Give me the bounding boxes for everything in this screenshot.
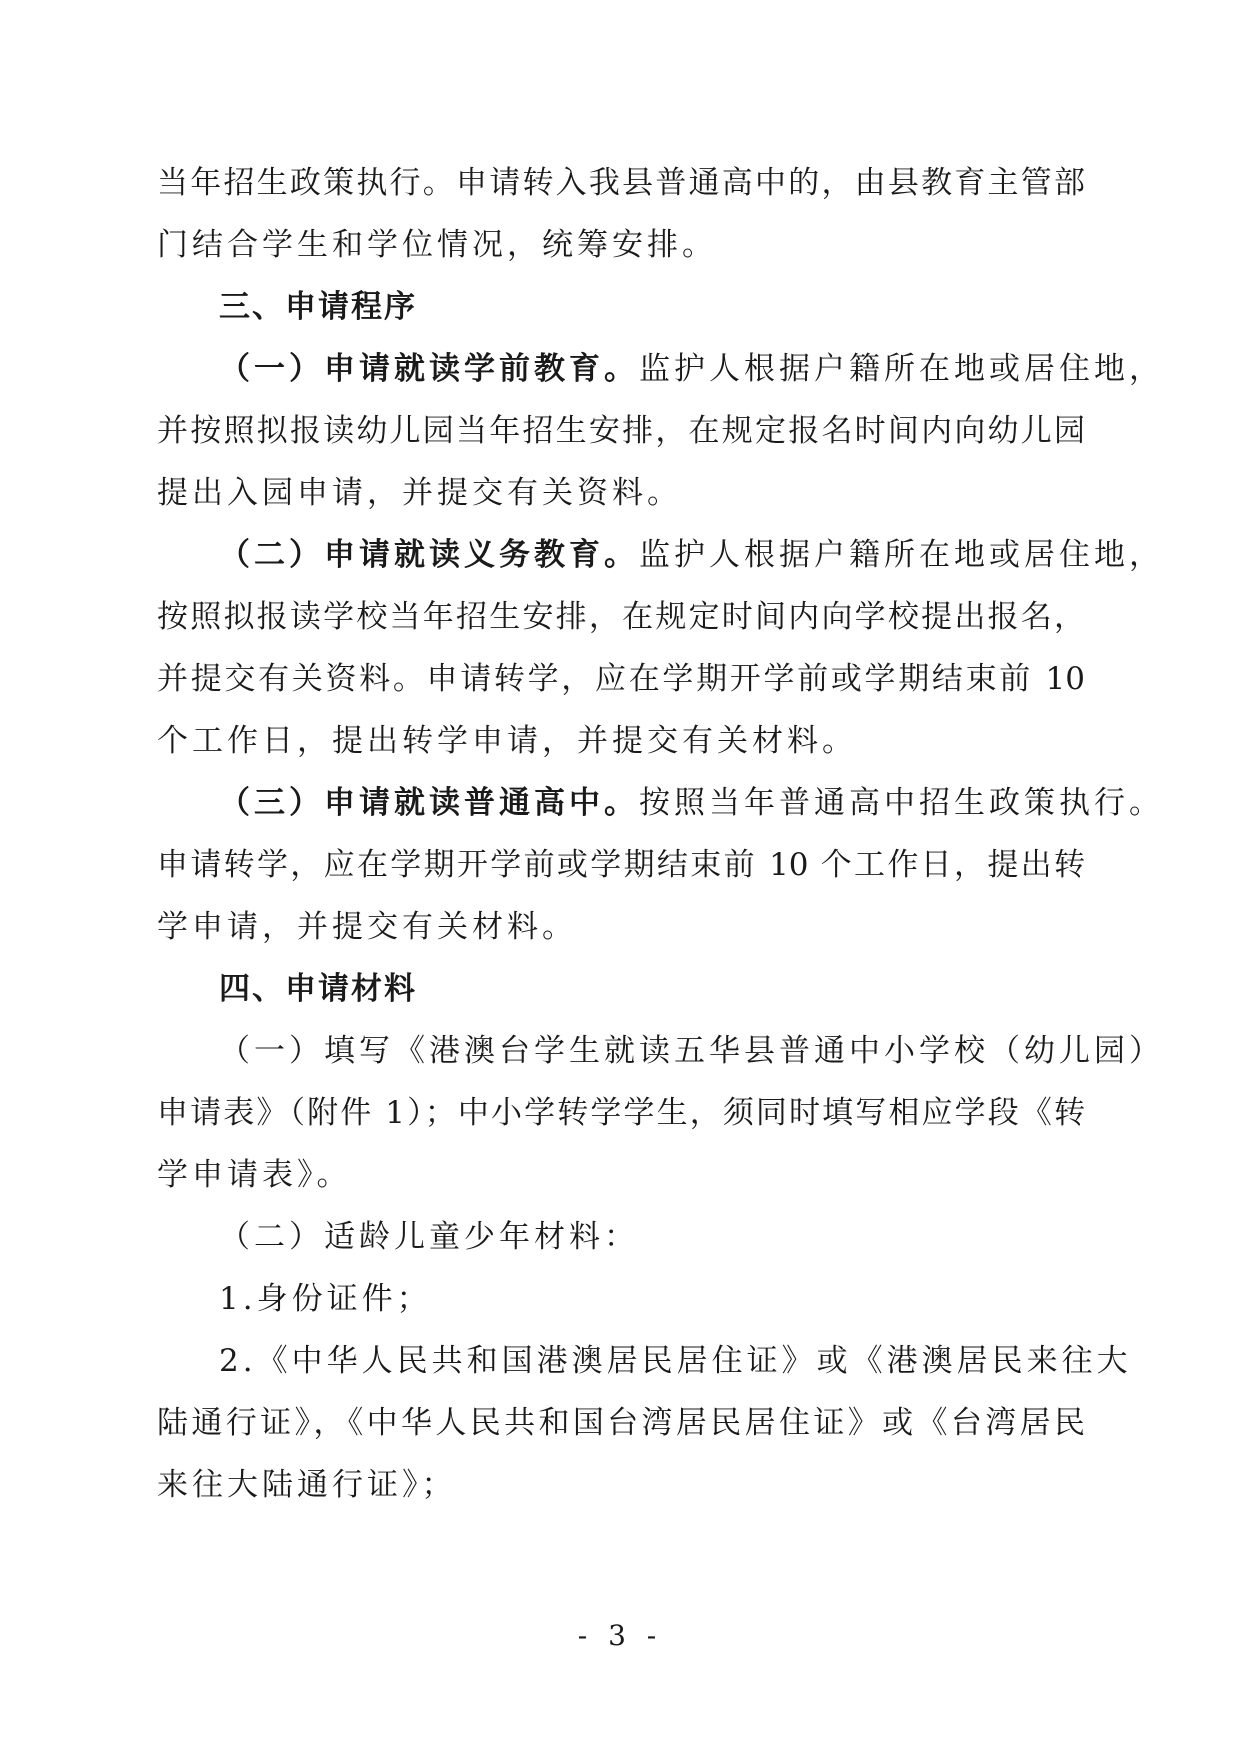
subheading: （一）申请就读学前教育。 bbox=[219, 351, 639, 387]
paragraph-line: 申请表》（附件 1）；中小学转学学生，须同时填写相应学段《转 bbox=[157, 1095, 1085, 1131]
paragraph-line: 并按照拟报读幼儿园当年招生安排，在规定报名时间内向幼儿园 bbox=[157, 413, 1085, 449]
page-number: - 3 - bbox=[577, 1619, 663, 1652]
subheading: （二）申请就读义务教育。 bbox=[219, 537, 639, 573]
paragraph-line: （一）填写《港澳台学生就读五华县普通中小学校（幼儿园） bbox=[219, 1033, 1164, 1069]
paragraph-text: 按照当年普通高中招生政策执行。 bbox=[639, 785, 1164, 821]
paragraph-line: 申请转学，应在学期开学前或学期结束前 10 个工作日，提出转 bbox=[157, 847, 1085, 883]
list-item: 2.《中华人民共和国港澳居民居住证》或《港澳居民来往大 bbox=[219, 1343, 1132, 1379]
paragraph-line: 个工作日，提出转学申请，并提交有关材料。 bbox=[157, 723, 857, 759]
paragraph-line bbox=[157, 772, 1164, 834]
paragraph-text: 监护人根据户籍所在地或居住地， bbox=[639, 537, 1164, 573]
paragraph-line bbox=[157, 524, 1164, 586]
subheading: （三）申请就读普通高中。 bbox=[219, 785, 639, 821]
paragraph-line bbox=[157, 338, 1164, 400]
section-heading: 四、申请材料 bbox=[219, 971, 417, 1007]
paragraph-line: 来往大陆通行证》； bbox=[157, 1467, 457, 1503]
list-item: 1.身份证件； bbox=[219, 1281, 432, 1317]
paragraph-line: 提出入园申请，并提交有关资料。 bbox=[157, 475, 682, 511]
section-heading: 三、申请程序 bbox=[219, 289, 417, 325]
paragraph-line: 陆通行证》，《中华人民共和国台湾居民居住证》或《台湾居民 bbox=[157, 1405, 1085, 1441]
paragraph-line: 门结合学生和学位情况，统筹安排。 bbox=[157, 227, 717, 263]
paragraph-line: 学申请，并提交有关材料。 bbox=[157, 909, 577, 945]
paragraph-text: 监护人根据户籍所在地或居住地， bbox=[639, 351, 1164, 387]
paragraph-line: 并提交有关资料。申请转学，应在学期开学前或学期结束前 10 bbox=[157, 661, 1085, 697]
paragraph-line: 按照拟报读学校当年招生安排，在规定时间内向学校提出报名， bbox=[157, 599, 1085, 635]
paragraph-line: （二）适龄儿童少年材料： bbox=[219, 1219, 639, 1255]
paragraph-line: 学申请表》。 bbox=[157, 1157, 352, 1193]
paragraph-line: 当年招生政策执行。申请转入我县普通高中的，由县教育主管部 bbox=[157, 165, 1085, 201]
